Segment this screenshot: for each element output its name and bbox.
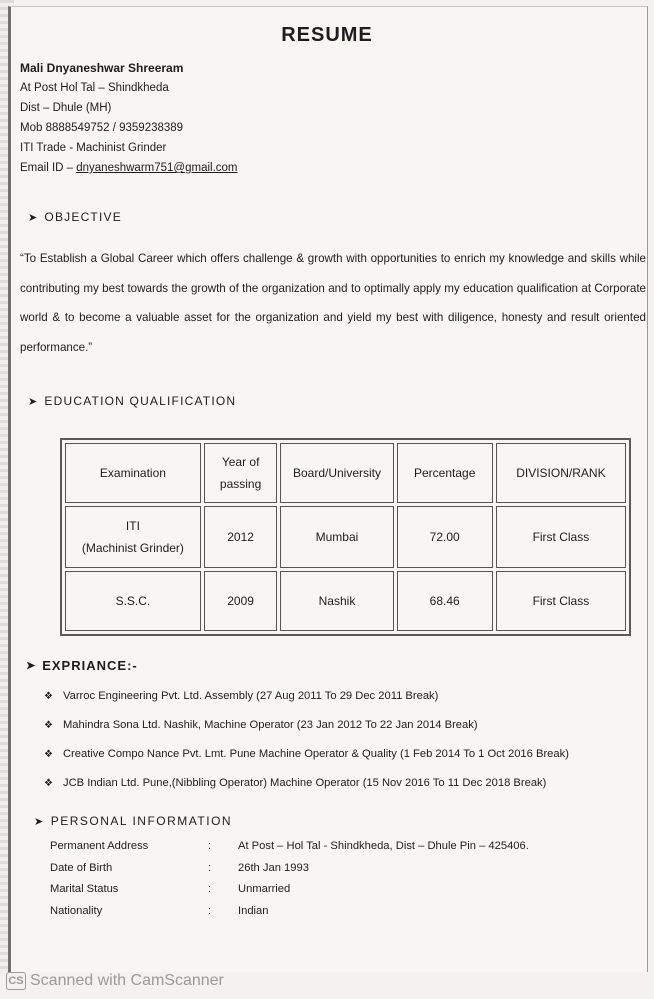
info-row xyxy=(50,836,529,858)
colon: : xyxy=(208,883,212,895)
cell-board: Mumbai xyxy=(280,506,393,568)
arrow-bullet-icon: ➤ xyxy=(26,660,37,672)
objective-text: “To Establish a Global Career which offers challenge & growth with opportunities to enrich my knowledge and skills while contributing my best towards the growth of the organization and to optimally apply my education qualification at Corporate world & to become a valuable asset for the organization and yield my best with diligence, honesty and result oriented performance.” xyxy=(20,252,646,354)
cell-exam xyxy=(65,571,201,631)
email-link[interactable]: dnyaneshwarm751@gmail.com xyxy=(76,162,238,174)
email-label: Email ID – xyxy=(20,162,77,174)
personal-heading xyxy=(34,814,232,828)
cell-percentage: 68.46 xyxy=(397,571,493,631)
info-label: Date of Birth xyxy=(50,861,113,874)
diamond-bullet-icon: ❖ xyxy=(44,778,53,789)
diamond-bullet-icon: ❖ xyxy=(44,691,53,702)
header-division: DIVISION/RANK xyxy=(496,443,626,503)
page-title: RESUME xyxy=(281,24,373,46)
experience-heading xyxy=(26,658,138,673)
header-year: Year of passing xyxy=(204,443,278,503)
list-item xyxy=(44,682,569,711)
camscanner-logo-icon: CS xyxy=(6,972,26,990)
address-line: At Post Hol Tal – Shindkheda xyxy=(20,82,169,94)
info-label: Permanent Address xyxy=(50,840,149,852)
education-heading-text: EDUCATION QUALIFICATION xyxy=(44,394,237,408)
list-item xyxy=(44,740,569,769)
header-percentage: Percentage xyxy=(397,443,493,503)
contact-block xyxy=(20,58,238,178)
arrow-bullet-icon: ➤ xyxy=(34,815,45,828)
info-value: Indian xyxy=(238,904,269,917)
info-value: Unmarried xyxy=(238,883,291,895)
arrow-bullet-icon: ➤ xyxy=(28,211,39,224)
mobile-line: Mob 8888549752 / 9359238389 xyxy=(20,122,184,134)
education-heading xyxy=(28,394,236,408)
diamond-bullet-icon: ❖ xyxy=(44,720,53,731)
info-label: Marital Status xyxy=(50,883,119,895)
experience-heading-text: EXPRIANCE:- xyxy=(42,658,138,673)
cell-board: Nashik xyxy=(280,571,393,631)
cell-division: First Class xyxy=(496,571,626,631)
scanner-watermark xyxy=(6,972,224,990)
colon: : xyxy=(208,840,212,852)
arrow-bullet-icon: ➤ xyxy=(28,395,39,408)
header-board: Board/University xyxy=(280,443,393,503)
info-row xyxy=(50,858,529,880)
cell-percentage: 72.00 xyxy=(397,506,493,568)
cell-year: 2009 xyxy=(204,571,278,631)
info-value: 26th Jan 1993 xyxy=(238,861,309,874)
email-line xyxy=(20,158,238,178)
applicant-name: Mali Dnyaneshwar Shreeram xyxy=(20,61,184,75)
colon: : xyxy=(208,904,212,917)
scanner-text: Scanned with CamScanner xyxy=(30,972,224,989)
objective-heading-text: OBJECTIVE xyxy=(44,210,122,224)
exam-name: S.S.C. xyxy=(115,594,151,608)
list-item xyxy=(44,769,569,798)
list-item xyxy=(44,711,569,740)
diamond-bullet-icon: ❖ xyxy=(44,749,53,760)
cell-exam xyxy=(65,506,201,568)
exam-name: ITI xyxy=(125,519,140,533)
exam-sub: (Machinist Grinder) xyxy=(81,541,184,555)
experience-text: Creative Compo Nance Pvt. Lmt. Pune Machine Operator & Quality (1 Feb 2014 To 1 Oct 2016 Break) xyxy=(62,748,569,760)
education-table xyxy=(60,438,631,636)
experience-text: Mahindra Sona Ltd. Nashik, Machine Operator (23 Jan 2012 To 22 Jan 2014 Break) xyxy=(62,719,478,731)
personal-heading-text: PERSONAL INFORMATION xyxy=(50,814,233,828)
table-row xyxy=(65,571,626,631)
objective-heading xyxy=(28,210,122,224)
colon: : xyxy=(208,861,212,874)
header-examination: Examination xyxy=(65,443,201,503)
trade-line: ITI Trade - Machinist Grinder xyxy=(20,142,167,154)
info-value: At Post – Hol Tal - Shindkheda, Dist – Dhule Pin – 425406. xyxy=(238,840,529,852)
cell-year: 2012 xyxy=(204,506,278,568)
personal-info xyxy=(50,836,529,922)
info-row xyxy=(50,901,529,923)
info-label: Nationality xyxy=(50,904,103,917)
experience-text: Varroc Engineering Pvt. Ltd. Assembly (27 Aug 2011 To 29 Dec 2011 Break) xyxy=(62,690,439,702)
experience-text: JCB Indian Ltd. Pune,(Nibbling Operator) Machine Operator (15 Nov 2016 To 11 Dec 2018 Break) xyxy=(62,777,547,789)
district-line: Dist – Dhule (MH) xyxy=(20,102,112,114)
table-header-row xyxy=(65,443,626,503)
cell-division: First Class xyxy=(496,506,626,568)
table-row xyxy=(65,506,626,568)
experience-list xyxy=(44,682,569,798)
info-row xyxy=(50,879,529,901)
